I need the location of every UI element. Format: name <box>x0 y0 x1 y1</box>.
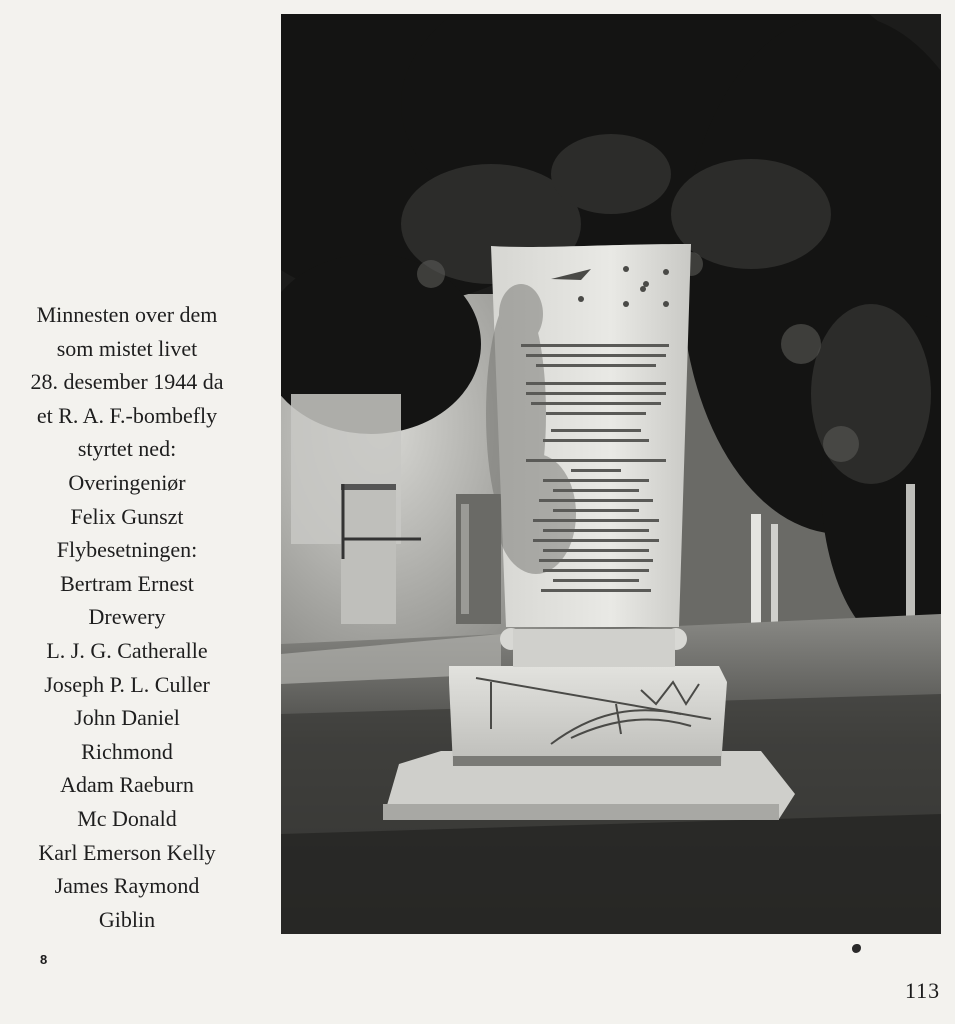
caption-line: Minnesten over dem <box>36 302 218 327</box>
page-number-right: 113 <box>905 978 941 1003</box>
photo-caption <box>0 298 254 936</box>
caption-line: Overingeniør <box>68 469 186 495</box>
caption-line: James Raymond <box>54 873 200 899</box>
memorial-photo <box>281 14 941 934</box>
caption-line: Flybesetningen: <box>56 537 198 563</box>
ink-speck <box>852 944 861 953</box>
caption-line: Bertram Ernest <box>60 570 194 596</box>
caption-line: 28. desember 1944 da <box>30 369 224 395</box>
page-number-left: 8 <box>40 952 48 967</box>
caption-line: som mistet livet <box>56 335 198 361</box>
caption-line: Adam Raeburn <box>60 772 194 798</box>
caption-line: Drewery <box>88 604 166 630</box>
caption-line: Felix Gunszt <box>70 503 184 529</box>
caption-line: L. J. G. Catheralle <box>46 637 208 663</box>
caption-line: Richmond <box>81 738 173 764</box>
caption-line: et R. A. F.-bombefly <box>36 402 218 428</box>
caption-line: styrtet ned: <box>77 436 177 462</box>
caption-line: John Daniel <box>74 705 180 731</box>
caption-line: Karl Emerson Kelly <box>38 839 216 865</box>
caption-line: Giblin <box>98 906 156 932</box>
caption-line: Joseph P. L. Culler <box>44 671 210 697</box>
caption-line: Mc Donald <box>77 805 177 831</box>
